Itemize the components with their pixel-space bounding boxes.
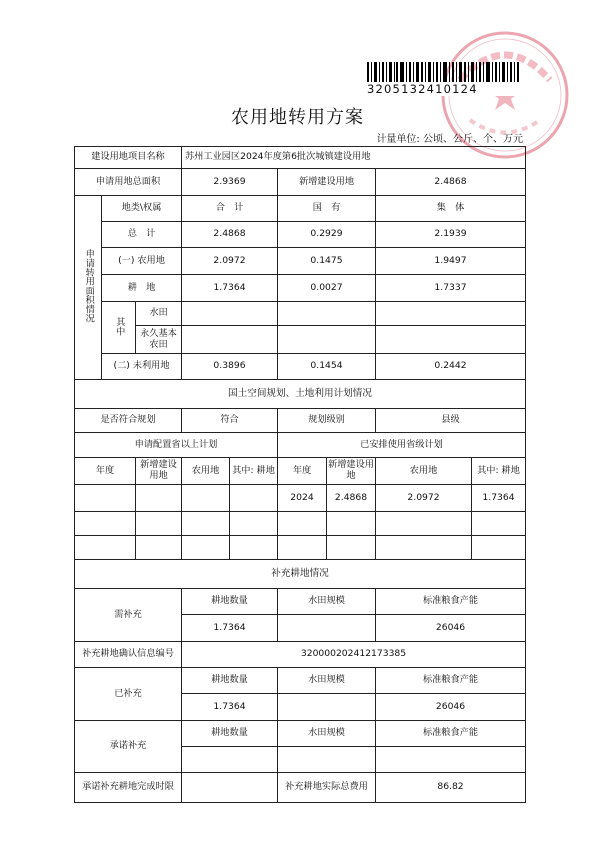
project-label: 建设用地项目名称 [75, 147, 182, 169]
basic-farmland-collective [376, 326, 526, 354]
cell-state: 0.0027 [278, 275, 376, 302]
table-cell: 1.7364 [182, 694, 278, 721]
column-header: 水田规模 [278, 721, 376, 747]
table-cell [278, 694, 376, 721]
column-header: 新增建设用地 [136, 458, 182, 485]
table-cell: 1.7364 [182, 615, 278, 642]
table-cell: 2.4868 [327, 485, 376, 512]
column-header: 水田规模 [278, 589, 376, 615]
column-header: 耕地数量 [182, 589, 278, 615]
table-row [75, 326, 526, 354]
apply-state-header: 国 有 [278, 196, 376, 222]
column-header: 水田规模 [278, 668, 376, 694]
new-construction-label: 新增建设用地 [278, 169, 376, 196]
table-cell [230, 512, 278, 536]
column-header: 标准粮食产能 [376, 721, 526, 747]
table-cell [182, 512, 230, 536]
table-cell [230, 536, 278, 560]
conform-value: 符合 [182, 409, 278, 433]
table-cell [472, 536, 526, 560]
table-cell [75, 485, 136, 512]
column-header: 耕地数量 [182, 668, 278, 694]
planning-section-title: 国土空间规划、土地利用计划情况 [75, 380, 526, 409]
table-cell: 26046 [376, 615, 526, 642]
table-cell: 26046 [376, 694, 526, 721]
table-cell [136, 485, 182, 512]
column-header: 标准粮食产能 [376, 589, 526, 615]
table-cell [472, 512, 526, 536]
project-row [75, 147, 526, 169]
paddy-label: 水田 [136, 302, 182, 326]
column-header: 农用地 [182, 458, 230, 485]
cell-total: 2.4868 [182, 222, 278, 248]
basic-farmland-total [182, 326, 278, 354]
conform-label: 是否符合规划 [75, 409, 182, 433]
apply-total-header: 合 计 [182, 196, 278, 222]
cell-collective: 2.1939 [376, 222, 526, 248]
unit-note: 计量单位: 公顷、公斤、个、万元 [376, 134, 523, 145]
table-cell [278, 615, 376, 642]
area-row [75, 169, 526, 196]
planning-plan-title-row [75, 433, 526, 458]
table-cell [278, 536, 327, 560]
table-cell [75, 512, 136, 536]
need-header-row [75, 589, 526, 615]
cost-value: 86.82 [376, 773, 526, 803]
table-cell: 2.0972 [376, 485, 472, 512]
promise-time-value [182, 773, 278, 803]
table-row [75, 302, 526, 326]
page-title: 农用地转用方案 [231, 107, 364, 128]
cell-state: 0.1454 [278, 354, 376, 380]
table-cell [75, 536, 136, 560]
planning-header-row [75, 458, 526, 485]
table-cell [376, 536, 472, 560]
land-conversion-form [74, 146, 526, 803]
cost-label: 补充耕地实际总费用 [278, 773, 376, 803]
table-cell [182, 747, 278, 773]
cell-total: 2.0972 [182, 248, 278, 275]
apply-type-header: 地类\权属 [102, 196, 182, 222]
table-cell: 1.7364 [472, 485, 526, 512]
table-cell [136, 512, 182, 536]
promise-time-label: 承诺补充耕地完成时限 [75, 773, 182, 803]
table-row [75, 536, 526, 560]
supplement-title-row [75, 560, 526, 589]
cell-collective: 1.7337 [376, 275, 526, 302]
column-header: 农用地 [376, 458, 472, 485]
table-cell [278, 747, 376, 773]
column-header: 年度 [278, 458, 327, 485]
row-label: (二) 未利用地 [102, 354, 182, 380]
barcode-number: 3205132410124 [367, 82, 527, 96]
cell-total: 1.7364 [182, 275, 278, 302]
table-cell [376, 747, 526, 773]
column-header: 标准粮食产能 [376, 668, 526, 694]
column-header: 其中: 耕地 [472, 458, 526, 485]
cell-state: 0.2929 [278, 222, 376, 248]
apply-collective-header: 集 体 [376, 196, 526, 222]
table-cell: 2024 [278, 485, 327, 512]
column-header: 耕地数量 [182, 721, 278, 747]
table-row [75, 354, 526, 380]
confirm-label: 补充耕地确认信息编号 [75, 642, 182, 668]
cell-collective: 1.9497 [376, 248, 526, 275]
total-area-label: 申请用地总面积 [75, 169, 182, 196]
row-label: 总 计 [102, 222, 182, 248]
table-cell [182, 485, 230, 512]
cell-state: 0.1475 [278, 248, 376, 275]
row-label: 耕 地 [102, 275, 182, 302]
supplement-section-title: 补充耕地情况 [75, 560, 526, 589]
table-cell [230, 485, 278, 512]
done-header-row [75, 668, 526, 694]
paddy-total [182, 302, 278, 326]
level-label: 规划级别 [278, 409, 376, 433]
project-value: 苏州工业园区2024年度第6批次城镇建设用地 [182, 147, 526, 169]
promise-header-row [75, 721, 526, 747]
planning-title-row [75, 380, 526, 409]
among-label: 其中 [102, 302, 136, 354]
apply-header-row [75, 196, 526, 222]
table-row [75, 275, 526, 302]
table-row [75, 248, 526, 275]
promise-label: 承诺补充 [75, 721, 182, 773]
table-cell [327, 512, 376, 536]
column-header: 新增建设用地 [327, 458, 376, 485]
table-row [75, 485, 526, 512]
provincial-apply-title: 申请配置省以上计划 [75, 433, 278, 458]
table-row [75, 222, 526, 248]
provincial-arranged-title: 已安排使用省级计划 [278, 433, 526, 458]
column-header: 其中: 耕地 [230, 458, 278, 485]
table-cell [327, 536, 376, 560]
basic-farmland-label: 永久基本农田 [136, 326, 182, 354]
level-value: 县级 [376, 409, 526, 433]
final-row [75, 773, 526, 803]
total-area-value: 2.9369 [182, 169, 278, 196]
table-cell [136, 536, 182, 560]
table-row [75, 512, 526, 536]
confirm-row [75, 642, 526, 668]
column-header: 年度 [75, 458, 136, 485]
new-construction-value: 2.4868 [376, 169, 526, 196]
cell-collective: 0.2442 [376, 354, 526, 380]
basic-farmland-state [278, 326, 376, 354]
done-label: 已补充 [75, 668, 182, 721]
table-cell [278, 512, 327, 536]
paddy-state [278, 302, 376, 326]
table-cell [376, 512, 472, 536]
paddy-collective [376, 302, 526, 326]
confirm-value: 320000202412173385 [182, 642, 526, 668]
apply-side-label: 申请转用面积情况 [75, 196, 102, 380]
table-cell [182, 536, 230, 560]
need-label: 需补充 [75, 589, 182, 642]
planning-conform-row [75, 409, 526, 433]
cell-total: 0.3896 [182, 354, 278, 380]
row-label: (一) 农用地 [102, 248, 182, 275]
